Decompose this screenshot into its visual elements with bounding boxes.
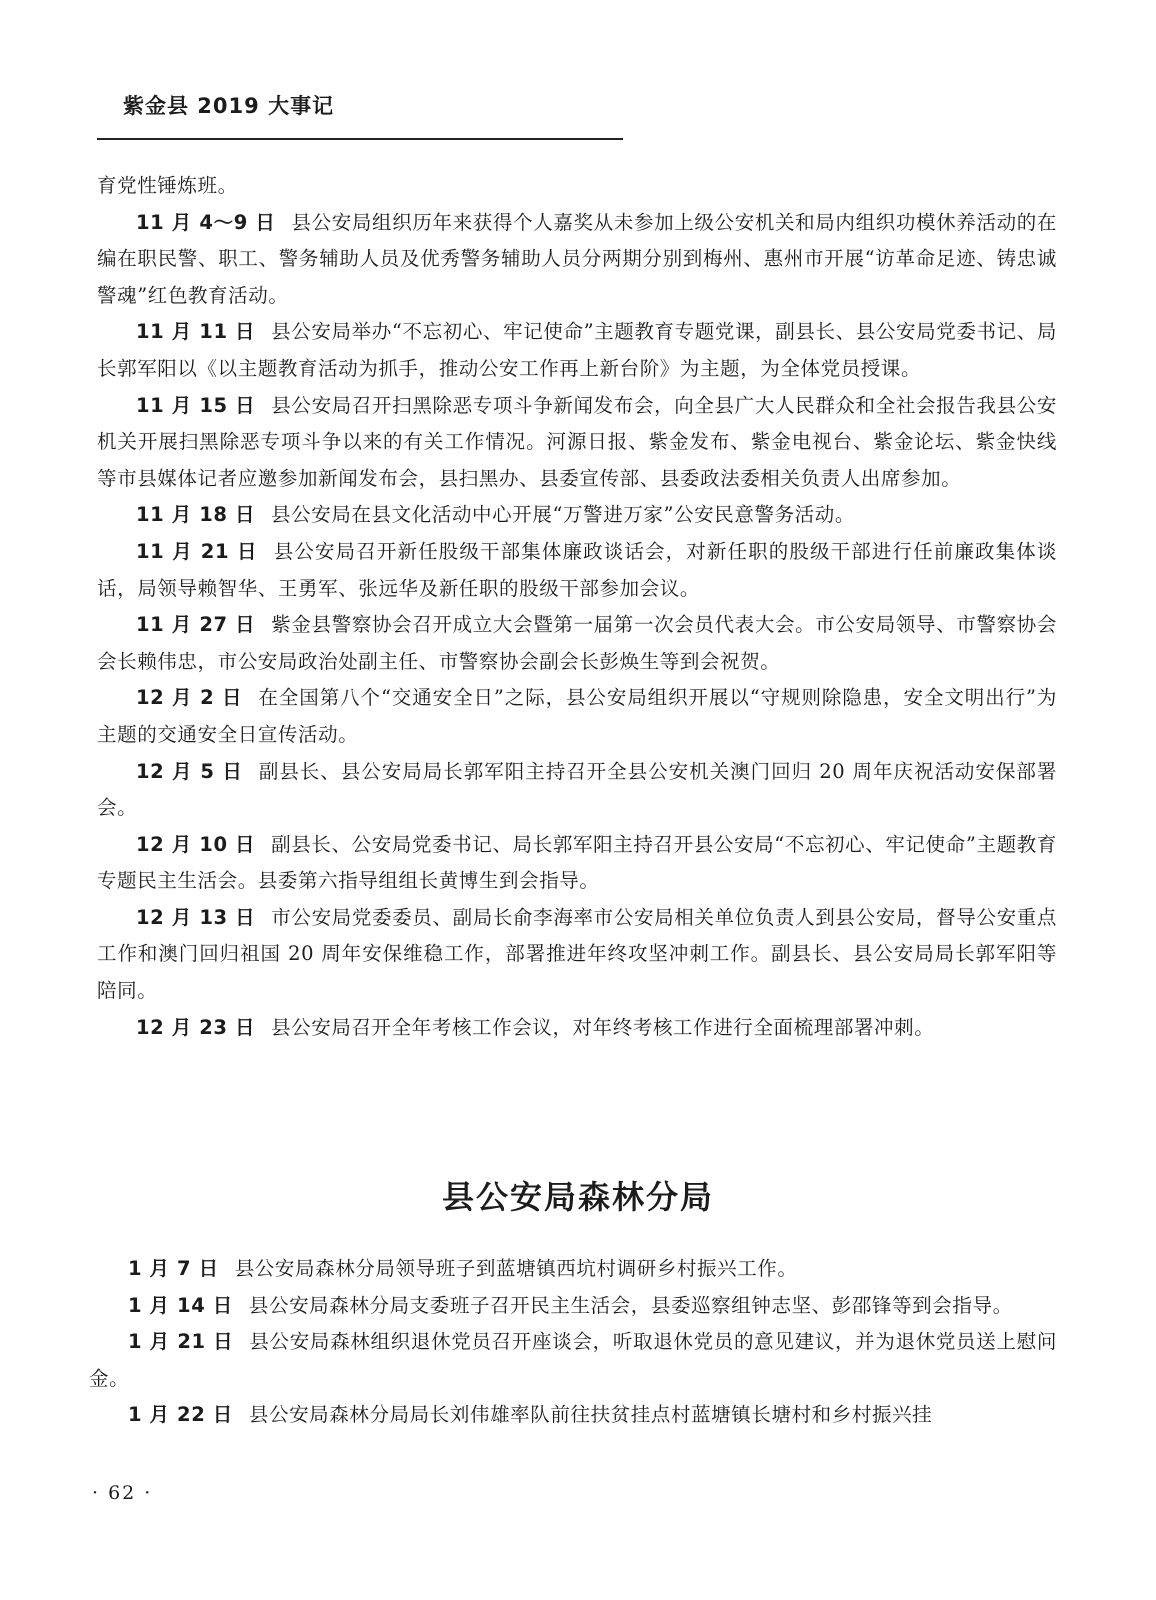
entry-text: 县公安局森林组织退休党员召开座谈会，听取退休党员的意见建议，并为退休党员送上慰问金。 <box>89 1330 1057 1390</box>
entry-paragraph <box>97 497 1057 534</box>
entry-paragraph <box>97 607 1057 680</box>
entry-text: 市公安局党委委员、副局长俞李海率市公安局相关单位负责人到县公安局，督导公安重点工作和澳门回归祖国 20 周年安保维稳工作，部署推进年终攻坚冲刺工作。副县长、县公安局局长郭军阳等陪同。 <box>97 905 1057 1003</box>
entry-paragraph <box>97 754 1057 827</box>
entry-text: 副县长、县公安局局长郭军阳主持召开全县公安机关澳门回归 20 周年庆祝活动安保部署会。 <box>97 759 1057 820</box>
entry-paragraph <box>89 1397 1057 1434</box>
entry-date: 1 月 14 日 <box>128 1293 233 1317</box>
entry-date: 12 月 23 日 <box>136 1015 256 1039</box>
entry-date: 12 月 13 日 <box>136 905 256 929</box>
entry-date: 11 月 21 日 <box>136 539 258 563</box>
entry-text: 县公安局森林分局局长刘伟雄率队前往扶贫挂点村蓝塘镇长塘村和乡村振兴挂 <box>248 1403 933 1427</box>
entry-paragraph <box>89 1251 1057 1288</box>
entry-text: 县公安局森林分局支委班子召开民主生活会，县委巡察组钟志坚、彭邵锋等到会指导。 <box>248 1293 1013 1317</box>
entry-date: 11 月 18 日 <box>136 503 256 527</box>
entry-text: 副县长、公安局党委书记、局长郭军阳主持召开县公安局“不忘初心、牢记使命”主题教育专题民主生活会。县委第六指导组组长黄博生到会指导。 <box>97 832 1057 893</box>
chronicle-body <box>97 168 1057 1046</box>
entry-text: 县公安局在县文化活动中心开展“万警进万家”公安民意警务活动。 <box>271 503 855 527</box>
entry-text: 在全国第八个“交通安全日”之际，县公安局组织开展以“守规则除隐患，安全文明出行”为主题的交通安全日宣传活动。 <box>97 686 1057 746</box>
entry-date: 11 月 11 日 <box>136 320 256 344</box>
page-number: · 62 · <box>92 1482 153 1504</box>
section-body <box>89 1251 1057 1434</box>
entry-date: 12 月 5 日 <box>136 759 243 783</box>
entry-date: 1 月 7 日 <box>128 1257 219 1280</box>
entry-date: 11 月 27 日 <box>136 613 256 637</box>
entry-date: 1 月 22 日 <box>128 1403 233 1427</box>
entry-text: 县公安局召开新任股级干部集体廉政谈话会，对新任职的股级干部进行任前廉政集体谈话，局领导赖智华、王勇军、张远华及新任职的股级干部参加会议。 <box>97 539 1057 600</box>
entry-text: 县公安局组织历年来获得个人嘉奖从未参加上级公安机关和局内组织功模休养活动的在编在职民警、职工、警务辅助人员及优秀警务辅助人员分两期分别到梅州、惠州市开展“访革命足迹、铸忠诚警魂”红色教育活动。 <box>97 210 1057 307</box>
header-rule <box>97 138 623 140</box>
entry-date: 1 月 21 日 <box>128 1330 234 1354</box>
entry-date: 12 月 2 日 <box>136 686 243 710</box>
continued-paragraph: 育党性锤炼班。 <box>97 174 238 197</box>
entry-text: 县公安局森林分局领导班子到蓝塘镇西坑村调研乡村振兴工作。 <box>234 1257 798 1280</box>
entry-paragraph <box>97 827 1057 900</box>
entry-paragraph <box>97 205 1057 315</box>
section-heading: 县公安局森林分局 <box>441 1178 714 1216</box>
entry-paragraph <box>97 680 1057 753</box>
entry-paragraph <box>97 388 1057 498</box>
entry-paragraph <box>97 900 1057 1010</box>
entry-paragraph <box>97 314 1057 387</box>
entry-paragraph <box>97 1010 1057 1047</box>
entry-paragraph <box>89 1288 1057 1325</box>
entry-text: 县公安局召开扫黑除恶专项斗争新闻发布会，向全县广大人民群众和全社会报告我县公安机关开展扫黑除恶专项斗争以来的有关工作情况。河源日报、紫金发布、紫金电视台、紫金论坛、紫金快线等市县媒体记者应邀参加新闻发布会，县扫黑办、县委宣传部、县委政法委相关负责人出席参加。 <box>97 393 1057 490</box>
entry-date: 11 月 4～9 日 <box>136 210 276 234</box>
entry-text: 县公安局举办“不忘初心、牢记使命”主题教育专题党课，副县长、县公安局党委书记、局长郭军阳以《以主题教育活动为抓手，推动公安工作再上新台阶》为主题，为全体党员授课。 <box>97 320 1057 380</box>
entry-date: 11 月 15 日 <box>136 393 256 417</box>
entry-paragraph <box>97 534 1057 607</box>
entry-date: 12 月 10 日 <box>136 832 256 856</box>
entry-text: 县公安局召开全年考核工作会议，对年终考核工作进行全面梳理部署冲刺。 <box>271 1015 935 1039</box>
running-header-title: 紫金县 2019 大事记 <box>123 94 335 118</box>
entry-paragraph <box>89 1324 1057 1397</box>
entry-text: 紫金县警察协会召开成立大会暨第一届第一次会员代表大会。市公安局领导、市警察协会会长赖伟忠，市公安局政治处副主任、市警察协会副会长彭焕生等到会祝贺。 <box>97 613 1057 673</box>
